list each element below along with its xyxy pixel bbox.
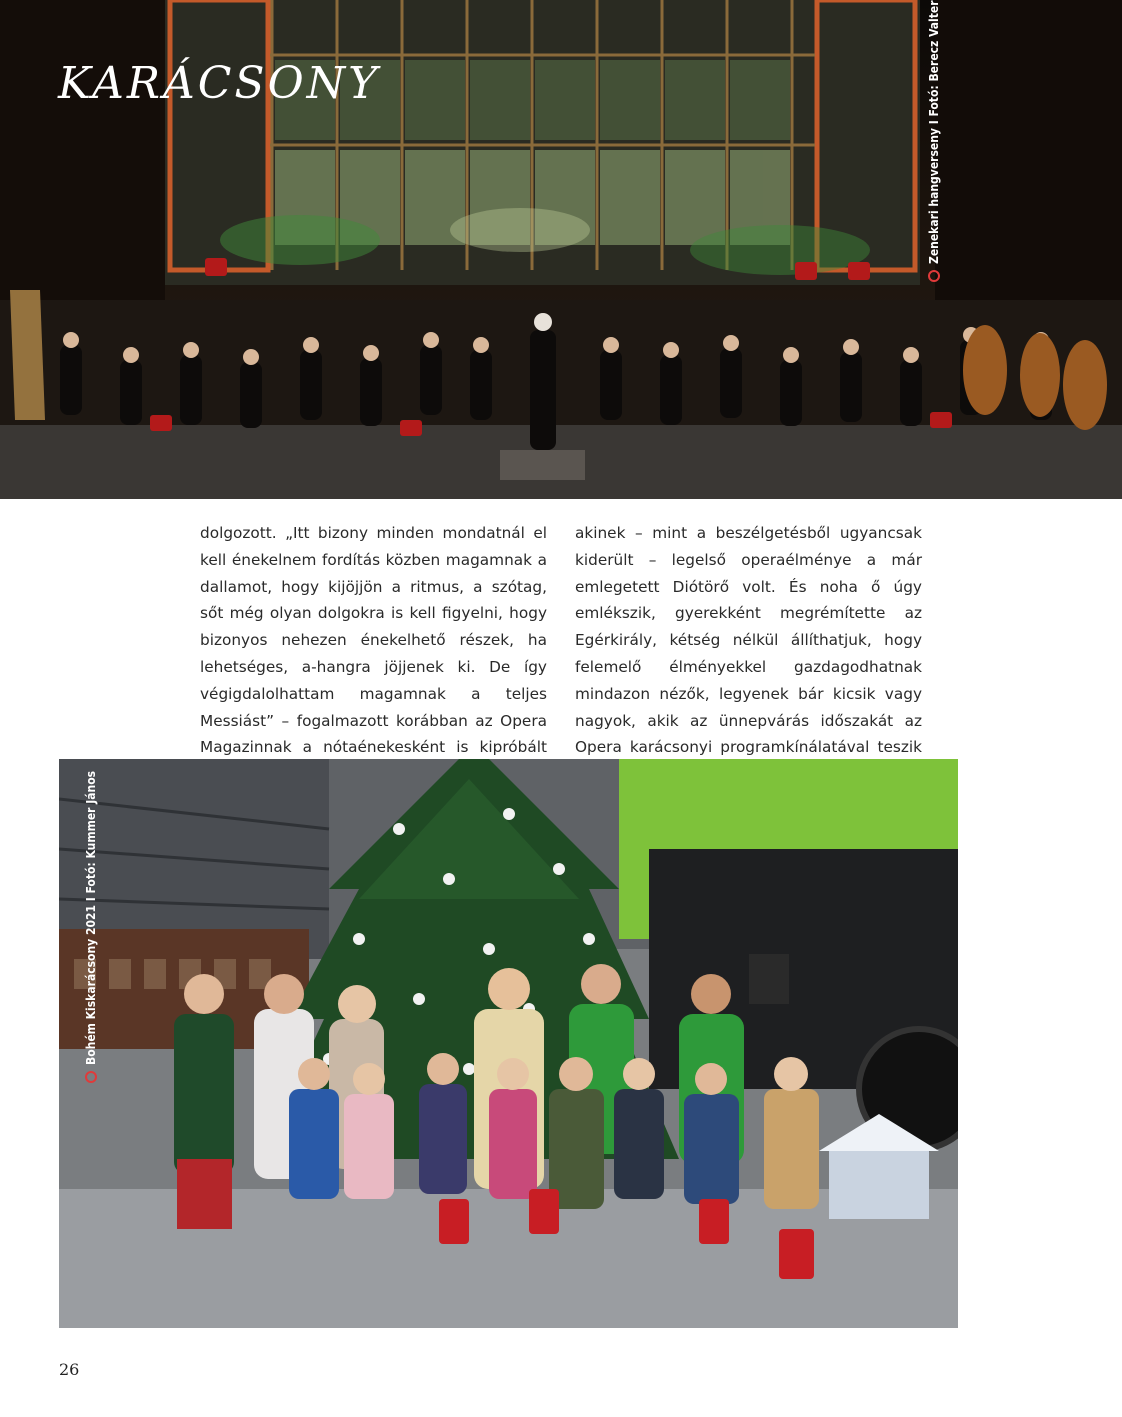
article-column-1-text: dolgozott. „Itt bizony minden mondatnál el kell énekelnem fordítás közben magamnak a dallamot, hogy kijöjjön a ritmus, a szótag, sőt még olyan dolgokra is kell figyelni, hogy bizonyos nehezen énekelhető részek, ha lehetséges, a-hangra jöjjenek ki. De így végigdalolhattam magamnak a teljes Messiást” – fogalmazott korábban az Opera Magazinnak a nótaénekesként is kipróbált [200,524,547,757]
article-body [200,520,922,788]
photo-credit-top-text: Zenekari hangverseny I Fotó: Berecz Valter [927,0,941,264]
page-number: 26 [59,1360,80,1379]
article-column-2 [575,520,922,788]
christmas-group-photo-illustration [59,759,958,1328]
ring-icon [85,1071,97,1083]
section-title: KARÁCSONY [58,58,381,109]
ring-icon [928,270,940,282]
article-column-1 [200,520,547,788]
article-column-2-text: akinek – mint a beszélgetésből ugyancsak kiderült – legelső operaélménye a már emlegetett Diótörő volt. És noha ő úgy emlékszik, gyerekként megrémítette az Egérkirály, kétség nélkül állíthatjuk, hogy felemelő élményekkel gazdagodhatnak mindazon nézők, legyenek bár kicsik vagy nagyok, akik az ünnepvárás időszakát az Opera karácsonyi programkínálatával teszik [575,524,922,757]
christmas-group-photo [59,759,958,1328]
orchestra-photo [0,0,1122,499]
photo-credit-bottom-text: Bohém Kiskarácsony 2021 I Fotó: Kummer János [84,770,98,1065]
photo-credit-top [927,0,941,282]
photo-credit-bottom [84,771,98,1083]
